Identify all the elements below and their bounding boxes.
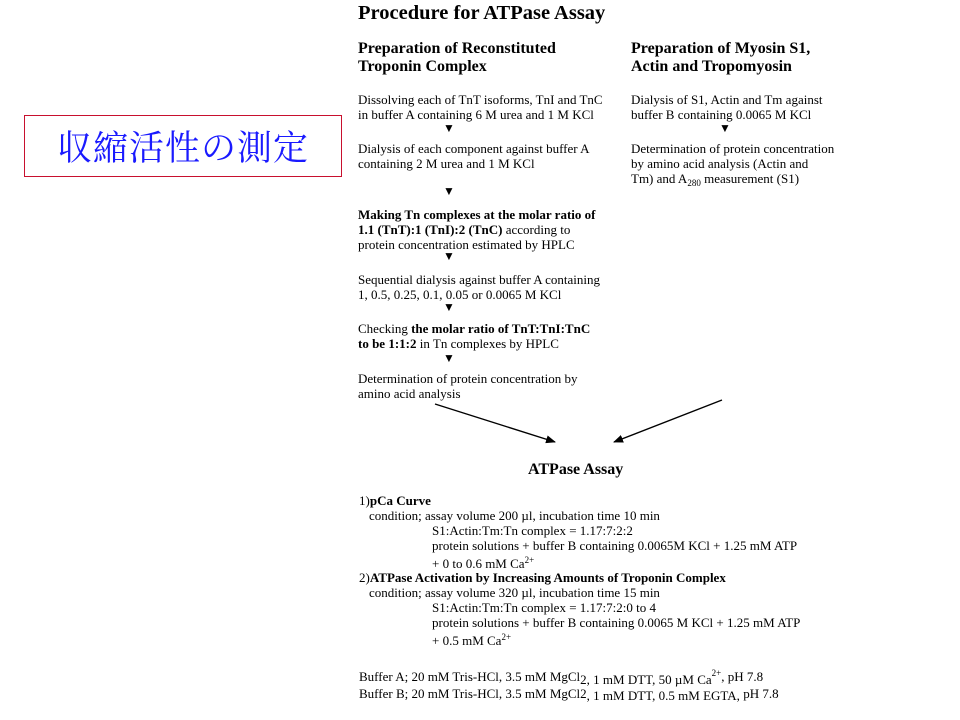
item-1-number: 1) (359, 493, 370, 508)
down-arrow-icon: ▼ (443, 351, 455, 365)
left-step-6-line2: amino acid analysis (358, 386, 461, 401)
buffer-b-line (359, 686, 779, 701)
left-step-5-rest: in Tn complexes by HPLC (416, 336, 559, 351)
right-step-2-line2: by amino acid analysis (Actin and (631, 156, 809, 171)
down-arrow-icon: ▼ (719, 121, 731, 135)
molar-ratio-bold: 1.1 (TnT):1 (TnI):2 (TnC) (358, 222, 503, 237)
left-step-1-line2: in buffer A containing 6 M urea and 1 M KCl (358, 107, 594, 122)
down-arrow-icon: ▼ (443, 300, 455, 314)
item-2-ca-text: + 0.5 mM Ca (432, 633, 502, 648)
item-2-calcium (359, 630, 800, 648)
right-step-1-line2: buffer B containing 0.0065 M KCl (631, 107, 812, 122)
item-1-ca-text: + 0 to 0.6 mM Ca (432, 556, 525, 571)
left-heading-line1: Preparation of Reconstituted (358, 40, 556, 57)
buffer-a-mid: , 1 mM DTT, 50 µM Ca (586, 672, 712, 687)
assay-heading: ATPase Assay (528, 461, 624, 478)
item-2-title: ATPase Activation by Increasing Amounts of Troponin Complex (369, 570, 726, 585)
page-heading: Procedure for ATPase Assay (358, 2, 606, 24)
item-2-number: 2) (359, 570, 370, 585)
item-1-condition: condition; assay volume 200 µl, incubation time 10 min (369, 508, 660, 523)
buffer-a-sup: 2+ (711, 668, 722, 678)
left-step-1-line1: Dissolving each of TnT isoforms, TnI and TnC (358, 92, 603, 107)
left-step-4-line1: Sequential dialysis against buffer A containing (358, 272, 601, 287)
item-2-ratio: S1:Actin:Tm:Tn complex = 1.17:7:2:0 to 4 (432, 600, 656, 615)
right-step-2-line1: Determination of protein concentration (631, 141, 835, 156)
item-1-calcium (359, 553, 797, 571)
left-step-5-bold: the molar ratio of TnT:TnI:TnC (411, 321, 591, 336)
assay-item-1 (359, 493, 797, 571)
down-arrow-icon: ▼ (443, 249, 455, 263)
item-1-title: pCa Curve (369, 493, 431, 508)
right-step-2-post: measurement (S1) (700, 171, 800, 186)
item-1-ratio: S1:Actin:Tm:Tn complex = 1.17:7:2:2 (432, 523, 633, 538)
item-2-solution: protein solutions + buffer B containing 0.0065 M KCl + 1.25 mM ATP (432, 615, 801, 630)
buffer-b-mid: , 1 mM DTT, 0.5 mM EGTA, (586, 688, 744, 703)
left-heading-line2: Troponin Complex (358, 58, 487, 75)
buffer-b-post: pH 7.8 (743, 686, 779, 701)
item-2-condition: condition; assay volume 320 µl, incubation time 15 min (369, 585, 660, 600)
assay-item-1-title-line (359, 493, 797, 508)
left-step-6-line1: Determination of protein concentration by (358, 371, 578, 386)
right-step-1-line1: Dialysis of S1, Actin and Tm against (631, 92, 823, 107)
left-step-3-line1: Making Tn complexes at the molar ratio of (358, 207, 596, 222)
down-arrow-icon: ▼ (443, 184, 455, 198)
left-arrow (435, 404, 555, 442)
item-2-ca-sup: 2+ (501, 632, 512, 642)
title-label: 収縮活性の測定 (56, 129, 309, 169)
assay-item-2 (359, 570, 800, 648)
left-step-2-line1: Dialysis of each component against buffer A (358, 141, 590, 156)
buffer-a-post: , pH 7.8 (721, 669, 764, 684)
left-step-4-line2: 1, 0.5, 0.25, 0.1, 0.05 or 0.0065 M KCl (358, 287, 562, 302)
down-arrow-icon: ▼ (443, 121, 455, 135)
buffer-a-line (359, 666, 764, 687)
absorbance-subscript: 280 (687, 178, 701, 188)
assay-item-2-title-line (359, 570, 800, 585)
ratio-value-bold: to be 1:1:2 (358, 336, 417, 351)
right-heading-line1: Preparation of Myosin S1, (631, 40, 811, 57)
buffer-a-pre: Buffer A; 20 mM Tris-HCl, 3.5 mM MgCl (359, 669, 581, 684)
item-1-ca-sup: 2+ (524, 555, 535, 565)
right-arrow (614, 400, 722, 442)
left-step-3-line3: protein concentration estimated by HPLC (358, 237, 575, 252)
item-1-solution: protein solutions + buffer B containing 0.0065M KCl + 1.25 mM ATP (432, 538, 798, 553)
left-step-5-pre: Checking (358, 321, 412, 336)
buffer-a-sub: 2 (580, 672, 587, 687)
right-heading-line2: Actin and Tropomyosin (631, 58, 792, 75)
left-step-3-line2-rest: according to (502, 222, 571, 237)
left-step-2-line2: containing 2 M urea and 1 M KCl (358, 156, 535, 171)
buffer-b-sub: 2 (580, 686, 587, 701)
buffer-b-pre: Buffer B; 20 mM Tris-HCl, 3.5 mM MgCl (359, 686, 581, 701)
right-step-2-pre: Tm) and A (631, 171, 688, 186)
